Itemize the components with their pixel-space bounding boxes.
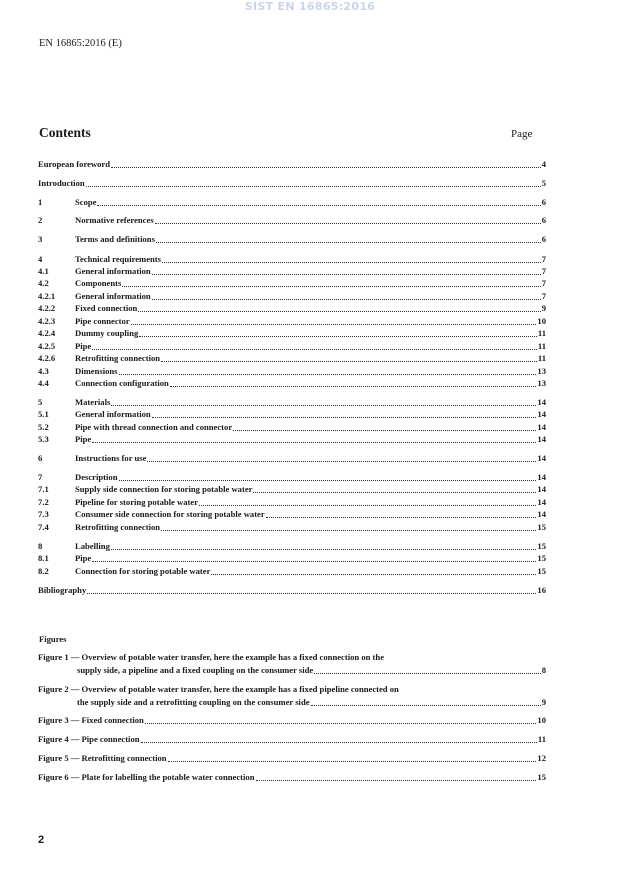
toc-entry[interactable] [38,452,546,465]
toc-entry[interactable] [38,584,546,597]
toc-entry-number: 7.3 [38,509,49,519]
figure-title-line1: Figure 2 — Overview of potable water transfer, here the example has a fixed pipeline connected on [38,684,399,694]
toc-entry-title: Description [75,472,118,482]
figure-title: Figure 3 — Fixed connection [38,715,144,725]
toc-entry-number: 5 [38,397,43,407]
toc-entry-title: Bibliography [38,585,87,595]
toc-entry-title: Dimensions [75,366,118,376]
toc-entry-page: 14 [537,434,546,444]
toc-entry[interactable] [38,177,546,190]
figure-title: Figure 4 — Pipe connection [38,734,140,744]
figure-title-line2: the supply side and a retrofitting coupling on the consumer side [77,697,310,707]
toc-entry-page: 7 [541,278,546,288]
figure-page: 8 [541,665,546,675]
toc-entry-title: Connection configuration [75,378,169,388]
figure-page: 9 [541,697,546,707]
toc-entry[interactable] [38,433,546,446]
leader-dots [161,352,537,362]
toc-entry-number: 4.2 [38,278,49,288]
toc-entry-number: 7 [38,472,43,482]
leader-dots [168,752,537,762]
toc-entry[interactable] [38,483,546,496]
toc-entry-number: 7.1 [38,484,49,494]
toc-entry-page: 14 [537,472,546,482]
toc-entry-number: 4.3 [38,366,49,376]
toc-entry-page: 13 [537,366,546,376]
leader-dots [119,471,537,481]
toc-entry-page: 14 [537,484,546,494]
leader-dots [170,377,537,387]
document-id: EN 16865:2016 (E) [39,38,122,49]
toc-entry-number: 4 [38,254,43,264]
toc-entry-title: Consumer side connection for storing potable water [75,509,265,519]
toc-entry-number: 2 [38,215,43,225]
toc-entry[interactable] [38,352,546,365]
leader-dots [86,177,541,187]
leader-dots [87,584,536,594]
leader-dots [199,496,536,506]
toc-entry-number: 4.2.2 [38,303,56,313]
toc-entry[interactable] [38,277,546,290]
toc-entry-number: 8.1 [38,553,49,563]
toc-entry-page: 10 [537,316,546,326]
toc-entry-number: 3 [38,234,43,244]
figure-entry[interactable] [38,651,546,677]
toc-entry-title: Fixed connection [75,303,138,313]
toc-entry-page: 11 [537,341,546,351]
leader-dots [152,265,541,275]
leader-dots [145,714,537,724]
watermark: SIST EN 16865:2016 [244,0,376,13]
leader-dots [156,233,541,243]
toc-entry-title: Normative references [75,215,154,225]
leader-dots [233,421,536,431]
figure-entry[interactable] [38,771,546,784]
leader-dots [92,433,536,443]
figure-page: 15 [537,772,546,782]
toc-entry-number: 4.2.6 [38,353,56,363]
figure-entry[interactable] [38,752,546,765]
leader-dots [152,290,541,300]
leader-dots [266,508,537,518]
toc-entry-number: 4.2.5 [38,341,56,351]
toc-entry[interactable] [38,233,546,246]
toc-entry[interactable] [38,196,546,209]
toc-entry-page: 14 [537,409,546,419]
toc-entry[interactable] [38,552,546,565]
contents-title: Contents [39,125,91,140]
toc-entry[interactable] [38,327,546,340]
toc-entry-number: 5.3 [38,434,49,444]
toc-entry-number: 4.2.3 [38,316,56,326]
toc-entry-title: Materials [75,397,111,407]
toc-entry-page: 6 [541,215,546,225]
toc-entry-title: General information [75,266,151,276]
toc-entry-title: Connection for storing potable water [75,566,211,576]
toc-entry-number: 4.2.1 [38,291,56,301]
toc-entry-page: 11 [537,328,546,338]
toc-entry-number: 5.2 [38,422,49,432]
toc-entry-page: 13 [537,378,546,388]
toc-entry-title: European foreword [38,159,111,169]
toc-entry-page: 14 [537,397,546,407]
toc-entry-number: 8 [38,541,43,551]
leader-dots [311,696,541,706]
toc-entry-page: 7 [541,291,546,301]
toc-entry-title: Instructions for use [75,453,147,463]
toc-entry-page: 5 [541,178,546,188]
leader-dots [131,315,537,325]
toc-entry-title: Technical requirements [75,254,162,264]
toc-entry-number: 7.4 [38,522,49,532]
toc-entry-page: 15 [537,566,546,576]
leader-dots [138,302,540,312]
toc-entry-number: 7.2 [38,497,49,507]
toc-entry[interactable] [38,214,546,227]
figure-page: 11 [537,734,546,744]
toc-entry-number: 4.1 [38,266,49,276]
toc-entry-page: 14 [537,422,546,432]
toc-entry-page: 7 [541,254,546,264]
figure-entry[interactable] [38,733,546,746]
leader-dots [161,521,536,531]
toc-entry-title: Pipe with thread connection and connector [75,422,233,432]
toc-entry-title: Introduction [38,178,85,188]
page-column-label: Page [511,128,533,140]
leader-dots [139,327,537,337]
leader-dots [256,771,537,781]
toc-entry[interactable] [38,508,546,521]
leader-dots [111,396,536,406]
toc-entry-page: 6 [541,234,546,244]
toc-entry-number: 4.2.4 [38,328,56,338]
toc-entry-page: 9 [541,303,546,313]
page-number: 2 [38,834,45,846]
leader-dots [141,733,537,743]
leader-dots [92,552,536,562]
figure-title: Figure 5 — Retrofitting connection [38,753,167,763]
toc-entry[interactable] [38,302,546,315]
leader-dots [155,214,541,224]
toc-entry-page: 14 [537,509,546,519]
toc-entry-page: 16 [537,585,546,595]
figure-title: Figure 6 — Plate for labelling the potable water connection [38,772,255,782]
leader-dots [152,408,537,418]
toc-entry-title: Retrofitting connection [75,353,161,363]
toc-entry-title: Pipe [75,553,92,563]
toc-entry-page: 7 [541,266,546,276]
toc-entry-page: 15 [537,522,546,532]
figures-heading: Figures [39,634,67,644]
toc-entry[interactable] [38,158,546,171]
toc-entry[interactable] [38,565,546,578]
figure-entry[interactable] [38,683,546,709]
toc-entry[interactable] [38,521,546,534]
toc-entry-number: 8.2 [38,566,49,576]
toc-entry-title: Scope [75,197,97,207]
leader-dots [253,483,536,493]
leader-dots [111,158,541,168]
toc-entry-title: Terms and definitions [75,234,155,244]
toc-entry-title: Retrofitting connection [75,522,161,532]
toc-entry-page: 11 [537,353,546,363]
figure-entry[interactable] [38,714,546,727]
leader-dots [147,452,536,462]
figure-title-line1: Figure 1 — Overview of potable water transfer, here the example has a fixed connection on the [38,652,385,662]
toc-entry-title: General information [75,409,151,419]
leader-dots [211,565,536,575]
leader-dots [111,540,537,550]
toc-entry-title: Pipe [75,341,92,351]
toc-entry-title: Pipeline for storing potable water [75,497,199,507]
toc-entry-page: 14 [537,453,546,463]
toc-entry-title: Dummy coupling [75,328,139,338]
figure-page: 12 [537,753,546,763]
toc-entry-title: Labelling [75,541,110,551]
toc-entry-page: 4 [541,159,546,169]
leader-dots [314,664,540,674]
toc-entry-number: 1 [38,197,43,207]
toc-entry-page: 14 [537,497,546,507]
leader-dots [122,277,540,287]
toc-entry-page: 6 [541,197,546,207]
toc-entry-title: Pipe [75,434,92,444]
toc-entry[interactable] [38,408,546,421]
toc-entry-page: 15 [537,541,546,551]
toc-entry-title: General information [75,291,151,301]
figure-title-line2: supply side, a pipeline and a fixed coupling on the consumer side [77,665,314,675]
toc-entry[interactable] [38,377,546,390]
toc-entry-page: 15 [537,553,546,563]
toc-entry-number: 5.1 [38,409,49,419]
toc-entry-number: 6 [38,453,43,463]
leader-dots [92,340,537,350]
leader-dots [162,253,541,263]
leader-dots [119,365,537,375]
toc-entry-title: Components [75,278,122,288]
toc-entry-title: Supply side connection for storing potable water [75,484,253,494]
figure-page: 10 [537,715,546,725]
leader-dots [97,196,540,206]
toc-entry-number: 4.4 [38,378,49,388]
toc-entry-title: Pipe connector [75,316,130,326]
